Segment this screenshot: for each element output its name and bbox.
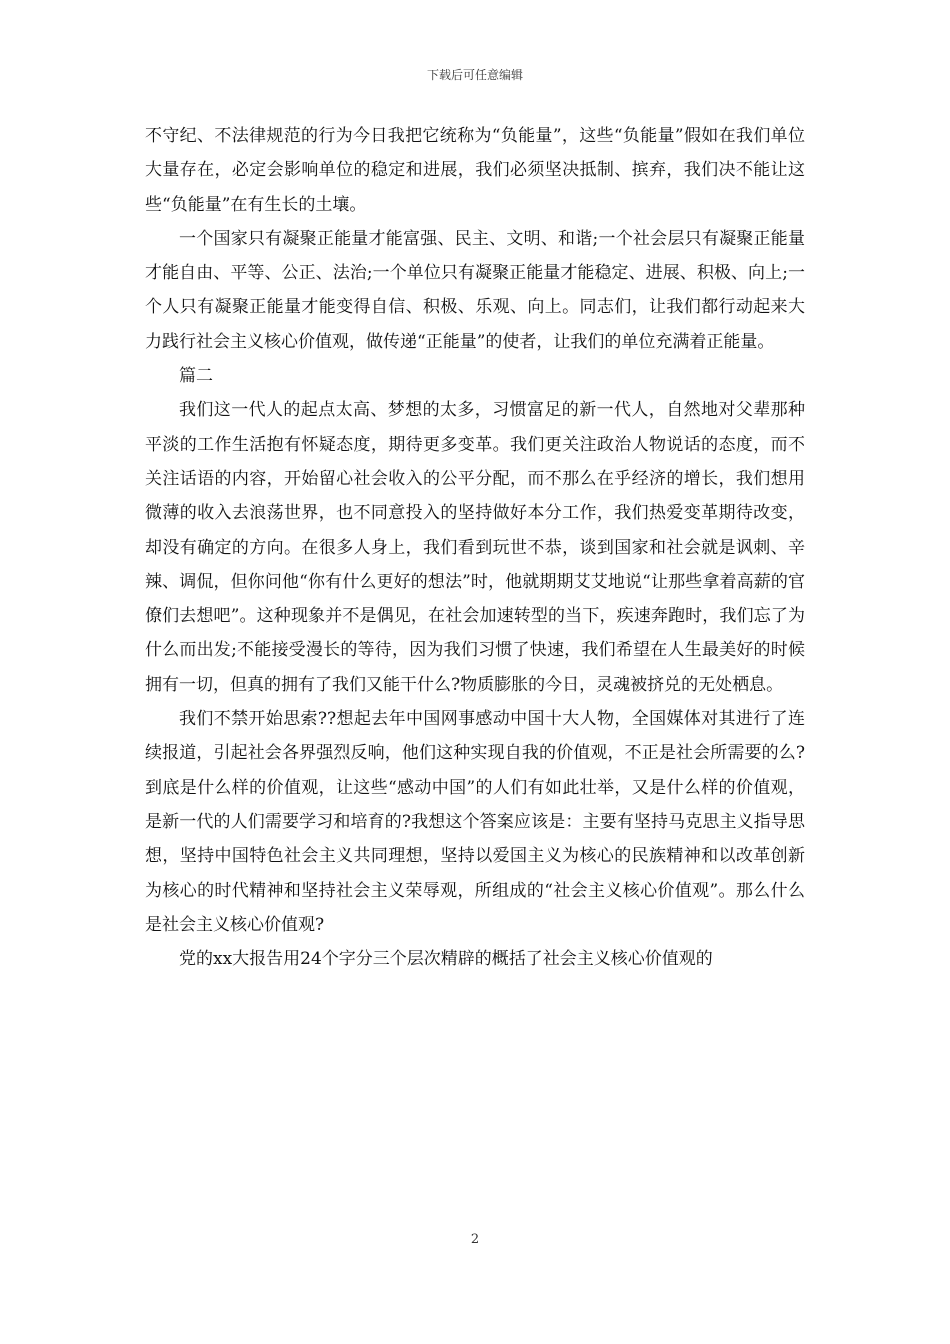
paragraph: 党的xx大报告用24个字分三个层次精辟的概括了社会主义核心价值观的 [179,949,713,970]
page-header: 下载后可任意编辑 [426,68,523,82]
paragraph-continued: 不守纪、不法律规范的行为今日我把它统称为“负能量”，这些“负能量”假如在我们单位大量存在，必定会影响单位的稳定和进展，我们必须坚决抵制、摈弃，我们决不能让这些“负能量”在有生长的土壤。 [145,126,805,215]
paragraph: 我们不禁开始思索??想起去年中国网事感动中国十大人物，全国媒体对其进行了连续报道，引起社会各界强烈反响，他们这种实现自我的价值观，不正是社会所需要的么?到底是什么样的价值观，让这些“感动中国”的人们有如此壮举，又是什么样的价值观，是新一代的人们需要学习和培育的?我想这个答案应该是：主要有坚持马克思主义指导思想，坚持中国特色社会主义共同理想，坚持以爱国主义为核心的民族精神和以改革创新为核心的时代精神和坚持社会主义荣辱观，所组成的“社会主义核心价值观”。那么什么是社会主义核心价值观? [145,709,805,935]
paragraph: 一个国家只有凝聚正能量才能富强、民主、文明、和谐;一个社会层只有凝聚正能量才能自由、平等、公正、法治;一个单位只有凝聚正能量才能稳定、进展、积极、向上;一个人只有凝聚正能量才能变得自信、积极、乐观、向上。同志们，让我们都行动起来大力践行社会主义核心价值观，做传递“正能量”的使者，让我们的单位充满着正能量。 [145,228,805,352]
document-body [145,119,805,976]
section-heading: 篇二 [179,366,213,387]
page-number: 2 [470,1232,480,1247]
paragraph: 我们这一代人的起点太高、梦想的太多，习惯富足的新一代人，自然地对父辈那种平淡的工作生活抱有怀疑态度，期待更多变革。我们更关注政治人物说话的态度，而不关注话语的内容，开始留心社会收入的公平分配，而不那么在乎经济的增长，我们想用微薄的收入去浪荡世界，也不同意投入的坚持做好本分工作，我们热爱变革期待改变，却没有确定的方向。在很多人身上，我们看到玩世不恭，谈到国家和社会就是讽刺、辛辣、调侃，但你问他“你有什么更好的想法”时，他就期期艾艾地说“让那些拿着高薪的官僚们去想吧”。这种现象并不是偶见，在社会加速转型的当下，疾速奔跑时，我们忘了为什么而出发;不能接受漫长的等待，因为我们习惯了快速，我们希望在人生最美好的时候拥有一切，但真的拥有了我们又能干什么?物质膨胀的今日，灵魂被挤兑的无处栖息。 [145,400,805,695]
